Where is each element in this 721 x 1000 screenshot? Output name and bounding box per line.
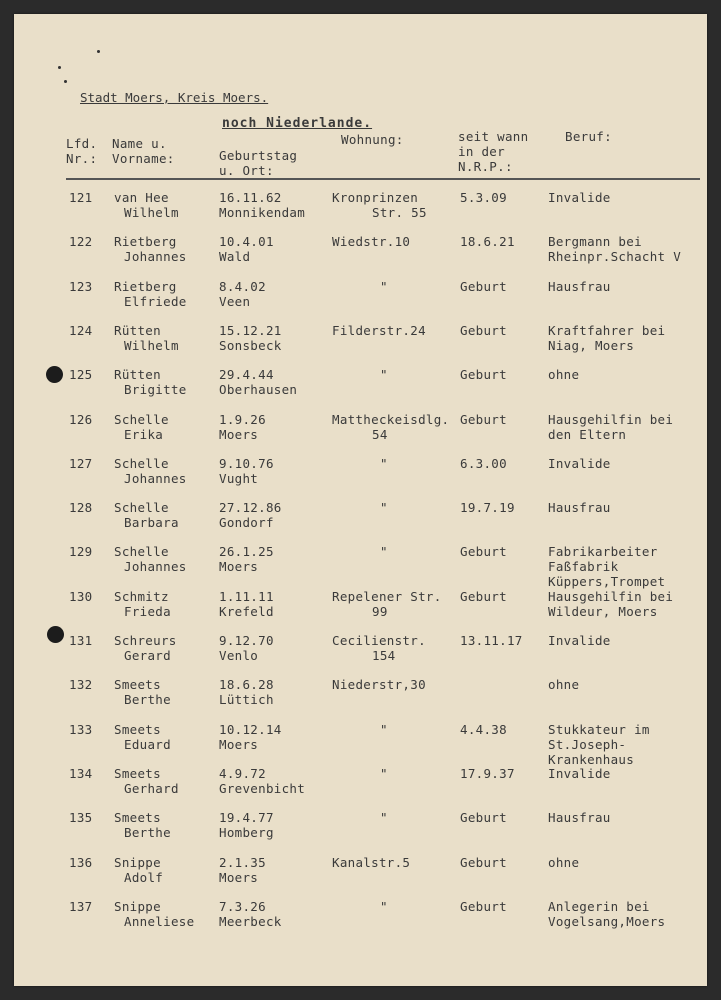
entry-address-line1: Kronprinzen (332, 190, 419, 205)
entry-number: 121 (69, 190, 93, 205)
entry-since: Geburt (460, 278, 507, 294)
col-since-line3: N.R.P.: (458, 159, 513, 174)
entry-number: 130 (69, 588, 93, 604)
entry-birth-place: Meerbeck (219, 913, 282, 929)
entry-occupation-line1: Hausfrau (548, 278, 611, 294)
entry-address-line1: " (380, 544, 388, 560)
entry-surname: Rietberg (114, 278, 177, 294)
entry-address-line1: Kanalstr.5 (332, 854, 411, 870)
entry-birth-place: Wald (219, 249, 251, 265)
entry-birth-place: Moers (219, 559, 259, 575)
entry-birth-date: 29.4.44 (219, 367, 274, 383)
entry-occupation-line2: Wildeur, Moers (548, 603, 658, 619)
entry-birth-place: Vught (219, 470, 259, 486)
entry-birth-place: Lüttich (219, 692, 274, 708)
entry-address-line1: Filderstr.24 (332, 322, 426, 338)
entry-occupation-line3: Krankenhaus (548, 751, 635, 767)
entry-given-name: Anneliese (124, 913, 195, 929)
entry-occupation-line1: Kraftfahrer bei (548, 322, 666, 338)
entry-birth-date: 1.11.11 (219, 588, 274, 604)
entry-birth-date: 7.3.26 (219, 898, 266, 914)
entry-surname: Snippe (114, 898, 161, 914)
entry-number: 124 (69, 322, 93, 338)
entry-since: 17.9.37 (460, 765, 515, 781)
entry-address-line1: Repelener Str. (332, 588, 442, 604)
entry-number: 128 (69, 500, 93, 516)
entry-birth-place: Moers (219, 736, 259, 752)
entry-number: 122 (69, 234, 93, 250)
entry-address-line1: Cecilienstr. (332, 633, 426, 648)
entry-birth-place: Moers (219, 426, 259, 442)
entry-birth-date: 10.4.01 (219, 234, 274, 250)
entry-surname: Rietberg (114, 234, 177, 250)
entry-birth-date: 2.1.35 (219, 854, 266, 870)
col-name-line1: Name u. (112, 136, 167, 151)
entry-since: 13.11.17 (460, 633, 523, 648)
entry-occupation-line2: den Eltern (548, 426, 627, 442)
table-row (14, 677, 707, 721)
entry-number: 133 (69, 721, 93, 737)
col-birth-line1: Geburtstag (219, 148, 298, 163)
entry-given-name: Johannes (124, 470, 187, 486)
entry-since: 19.7.19 (460, 500, 515, 516)
entry-given-name: Eduard (124, 736, 171, 752)
entry-birth-date: 27.12.86 (219, 500, 282, 516)
entry-surname: Smeets (114, 677, 161, 693)
table-row (14, 190, 707, 234)
entry-occupation-line1: ohne (548, 854, 580, 870)
table-row (14, 279, 707, 323)
entry-surname: Schelle (114, 544, 169, 560)
table-row (14, 367, 707, 411)
entry-number: 127 (69, 455, 93, 471)
ink-speck (64, 80, 67, 83)
entry-address-line2: 154 (372, 648, 396, 663)
entry-birth-date: 9.10.76 (219, 455, 274, 471)
table-row (14, 810, 707, 854)
entry-given-name: Gerard (124, 648, 171, 663)
entry-surname: Schelle (114, 455, 169, 471)
entry-given-name: Brigitte (124, 382, 187, 398)
entry-occupation-line1: Hausgehilfin bei (548, 588, 674, 604)
entry-number: 137 (69, 898, 93, 914)
table-row (14, 500, 707, 544)
entry-occupation-line1: Bergmann bei (548, 234, 642, 250)
section-heading: noch Niederlande. (222, 116, 373, 131)
entry-address-line1: " (380, 898, 388, 914)
table-row (14, 234, 707, 278)
entry-surname: Schelle (114, 500, 169, 516)
ink-speck (97, 50, 100, 53)
entry-address-line2: 54 (372, 426, 388, 442)
entry-number: 125 (69, 367, 93, 383)
entry-birth-place: Sonsbeck (219, 337, 282, 353)
col-since-line2: in der (458, 144, 505, 159)
entry-surname: Schelle (114, 411, 169, 427)
entry-given-name: Elfriede (124, 293, 187, 309)
col-nr-line1: Lfd. (66, 136, 98, 151)
entry-occupation-line1: Fabrikarbeiter (548, 544, 658, 560)
entry-birth-date: 1.9.26 (219, 411, 266, 427)
table-row (14, 722, 707, 766)
entry-birth-place: Oberhausen (219, 382, 298, 398)
entry-address-line1: Wiedstr.10 (332, 234, 411, 250)
entry-since: Geburt (460, 544, 507, 560)
entry-birth-place: Monnikendam (219, 205, 306, 220)
entry-occupation-line2: Rheinpr.Schacht V (548, 249, 682, 265)
entry-occupation-line1: Hausfrau (548, 810, 611, 826)
table-row (14, 544, 707, 588)
col-nr-line2: Nr.: (66, 151, 98, 166)
entry-birth-place: Grevenbicht (219, 780, 306, 796)
entry-given-name: Berthe (124, 692, 171, 708)
entry-number: 132 (69, 677, 93, 693)
entry-number: 126 (69, 411, 93, 427)
entry-given-name: Johannes (124, 559, 187, 575)
entry-address-line2: 99 (372, 603, 388, 619)
entry-surname: Rütten (114, 322, 161, 338)
entry-occupation-line1: Hausgehilfin bei (548, 411, 674, 427)
entry-birth-date: 10.12.14 (219, 721, 282, 737)
table-row (14, 899, 707, 943)
entry-occupation-line1: Anlegerin bei (548, 898, 650, 914)
entry-number: 129 (69, 544, 93, 560)
entry-given-name: Wilhelm (124, 337, 179, 353)
entry-surname: Smeets (114, 765, 161, 781)
entry-address-line1: " (380, 278, 388, 294)
col-address: Wohnung: (341, 132, 404, 147)
entry-occupation-line1: Invalide (548, 455, 611, 471)
entry-surname: Rütten (114, 367, 161, 383)
entry-since: 18.6.21 (460, 234, 515, 250)
table-row (14, 589, 707, 633)
col-job: Beruf: (565, 129, 612, 144)
entry-given-name: Barbara (124, 515, 179, 531)
entry-occupation-line3: Küppers,Trompet (548, 574, 666, 590)
entry-address-line2: Str. 55 (372, 205, 427, 220)
entry-occupation-line1: Invalide (548, 633, 611, 648)
entry-occupation-line1: Invalide (548, 190, 611, 205)
entry-since: Geburt (460, 588, 507, 604)
entry-occupation-line1: Hausfrau (548, 500, 611, 516)
header-rule (66, 178, 700, 180)
entry-surname: Smeets (114, 721, 161, 737)
entry-occupation-line1: ohne (548, 677, 580, 693)
entry-address-line1: " (380, 455, 388, 471)
entry-since: Geburt (460, 367, 507, 383)
col-name-line2: Vorname: (112, 151, 175, 166)
entry-since: 5.3.09 (460, 190, 507, 205)
ink-speck (58, 66, 61, 69)
entry-given-name: Wilhelm (124, 205, 179, 220)
entry-birth-date: 9.12.70 (219, 633, 274, 648)
col-birth-line2: u. Ort: (219, 163, 274, 178)
entry-birth-place: Homberg (219, 825, 274, 841)
entry-given-name: Gerhard (124, 780, 179, 796)
entry-surname: Schmitz (114, 588, 169, 604)
entry-given-name: Erika (124, 426, 164, 442)
entry-number: 131 (69, 633, 93, 648)
entry-birth-date: 8.4.02 (219, 278, 266, 294)
entry-given-name: Frieda (124, 603, 171, 619)
table-row (14, 412, 707, 456)
entry-birth-date: 26.1.25 (219, 544, 274, 560)
entry-given-name: Johannes (124, 249, 187, 265)
entry-number: 136 (69, 854, 93, 870)
entry-address-line1: " (380, 367, 388, 383)
document-page (14, 14, 707, 986)
table-row (14, 766, 707, 810)
entry-occupation-line2: Vogelsang,Moers (548, 913, 666, 929)
entry-since: 4.4.38 (460, 721, 507, 737)
entry-address-line1: " (380, 500, 388, 516)
entry-number: 123 (69, 278, 93, 294)
table-row (14, 855, 707, 899)
entry-birth-date: 16.11.62 (219, 190, 282, 205)
entry-address-line1: Mattheckeisdlg. (332, 411, 450, 427)
entry-birth-date: 4.9.72 (219, 765, 266, 781)
table-row (14, 323, 707, 367)
entry-surname: Snippe (114, 854, 161, 870)
entry-birth-date: 15.12.21 (219, 322, 282, 338)
entry-occupation-line1: ohne (548, 367, 580, 383)
entry-surname: Smeets (114, 810, 161, 826)
entry-given-name: Adolf (124, 869, 164, 885)
entry-since: Geburt (460, 411, 507, 427)
entry-occupation-line2: St.Joseph- (548, 736, 627, 752)
entry-occupation-line2: Faßfabrik (548, 559, 619, 575)
entry-birth-place: Gondorf (219, 515, 274, 531)
entry-since: Geburt (460, 854, 507, 870)
entry-occupation-line2: Niag, Moers (548, 337, 635, 353)
entry-occupation-line1: Stukkateur im (548, 721, 650, 737)
entry-since: Geburt (460, 322, 507, 338)
entry-address-line1: " (380, 810, 388, 826)
entry-birth-date: 18.6.28 (219, 677, 274, 693)
entry-address-line1: Niederstr,30 (332, 677, 426, 693)
entry-birth-place: Moers (219, 869, 259, 885)
entry-address-line1: " (380, 765, 388, 781)
entry-surname: van Hee (114, 190, 169, 205)
entry-birth-place: Krefeld (219, 603, 274, 619)
table-row (14, 456, 707, 500)
entry-since: Geburt (460, 810, 507, 826)
entry-surname: Schreurs (114, 633, 177, 648)
town-heading: Stadt Moers, Kreis Moers. (80, 90, 269, 105)
entry-number: 135 (69, 810, 93, 826)
entry-birth-place: Veen (219, 293, 251, 309)
entry-occupation-line1: Invalide (548, 765, 611, 781)
entry-given-name: Berthe (124, 825, 171, 841)
entry-since: 6.3.00 (460, 455, 507, 471)
entry-address-line1: " (380, 721, 388, 737)
entry-since: Geburt (460, 898, 507, 914)
entry-birth-date: 19.4.77 (219, 810, 274, 826)
entry-number: 134 (69, 765, 93, 781)
col-since-line1: seit wann (458, 129, 529, 144)
entry-birth-place: Venlo (219, 648, 259, 663)
table-row (14, 633, 707, 677)
